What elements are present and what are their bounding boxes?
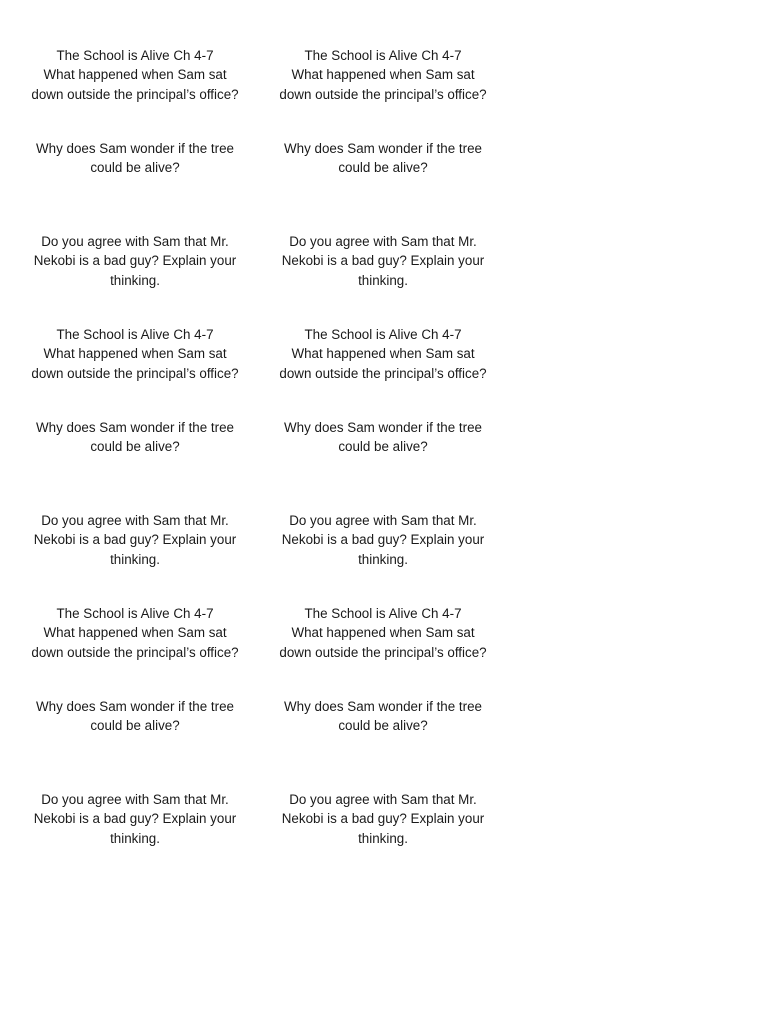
question-3-line: Nekobi is a bad guy? Explain your xyxy=(33,253,237,269)
card-title: The School is Alive Ch 4-7 xyxy=(304,606,462,621)
question-3-line: thinking. xyxy=(358,551,408,567)
question-3-block xyxy=(11,232,259,290)
question-2-block xyxy=(259,418,507,457)
question-1-line: What happened when Sam sat xyxy=(291,625,475,641)
question-3-line: thinking. xyxy=(358,830,408,846)
card-title: The School is Alive Ch 4-7 xyxy=(56,606,214,621)
question-3-line: Do you agree with Sam that Mr. xyxy=(289,234,477,249)
question-3-line: Do you agree with Sam that Mr. xyxy=(41,513,229,528)
question-3-line: Nekobi is a bad guy? Explain your xyxy=(281,532,485,548)
question-card xyxy=(11,46,259,104)
question-3-block xyxy=(259,511,507,569)
question-3-line: Nekobi is a bad guy? Explain your xyxy=(33,532,237,548)
question-3-line: Do you agree with Sam that Mr. xyxy=(41,234,229,249)
question-3-block xyxy=(259,232,507,290)
question-2-line: Why does Sam wonder if the tree xyxy=(284,141,482,156)
question-2-block xyxy=(11,418,259,457)
question-1-line: down outside the principal’s office? xyxy=(279,644,487,660)
card-title: The School is Alive Ch 4-7 xyxy=(304,48,462,63)
question-2-block xyxy=(259,697,507,736)
question-2-line: could be alive? xyxy=(338,718,428,734)
question-card xyxy=(259,46,507,104)
question-2-block xyxy=(11,139,259,178)
question-2-line: Why does Sam wonder if the tree xyxy=(36,699,234,714)
question-2-line: Why does Sam wonder if the tree xyxy=(36,141,234,156)
question-2-block xyxy=(259,139,507,178)
question-1-line: down outside the principal’s office? xyxy=(31,365,239,381)
card-title: The School is Alive Ch 4-7 xyxy=(56,48,214,63)
question-card xyxy=(11,325,259,383)
question-3-line: Do you agree with Sam that Mr. xyxy=(289,792,477,807)
question-1-line: What happened when Sam sat xyxy=(43,67,227,83)
question-2-block xyxy=(11,697,259,736)
question-3-line: Do you agree with Sam that Mr. xyxy=(289,513,477,528)
question-2-line: could be alive? xyxy=(90,160,180,176)
question-3-block xyxy=(259,790,507,848)
question-1-line: down outside the principal’s office? xyxy=(279,86,487,102)
card-title: The School is Alive Ch 4-7 xyxy=(56,327,214,342)
question-3-line: Nekobi is a bad guy? Explain your xyxy=(33,811,237,827)
question-3-line: thinking. xyxy=(110,830,160,846)
question-card xyxy=(11,604,259,662)
question-3-line: Nekobi is a bad guy? Explain your xyxy=(281,811,485,827)
question-3-block xyxy=(11,790,259,848)
question-1-line: What happened when Sam sat xyxy=(43,346,227,362)
question-3-block xyxy=(11,511,259,569)
question-2-line: could be alive? xyxy=(338,439,428,455)
question-3-line: Do you agree with Sam that Mr. xyxy=(41,792,229,807)
question-2-line: Why does Sam wonder if the tree xyxy=(284,699,482,714)
question-3-line: Nekobi is a bad guy? Explain your xyxy=(281,253,485,269)
question-1-line: What happened when Sam sat xyxy=(43,625,227,641)
question-1-line: What happened when Sam sat xyxy=(291,67,475,83)
question-1-line: down outside the principal’s office? xyxy=(279,365,487,381)
question-1-line: down outside the principal’s office? xyxy=(31,86,239,102)
question-2-line: Why does Sam wonder if the tree xyxy=(284,420,482,435)
question-3-line: thinking. xyxy=(110,272,160,288)
question-2-line: Why does Sam wonder if the tree xyxy=(36,420,234,435)
question-1-line: down outside the principal’s office? xyxy=(31,644,239,660)
question-3-line: thinking. xyxy=(110,551,160,567)
question-1-line: What happened when Sam sat xyxy=(291,346,475,362)
card-title: The School is Alive Ch 4-7 xyxy=(304,327,462,342)
question-2-line: could be alive? xyxy=(90,439,180,455)
question-2-line: could be alive? xyxy=(338,160,428,176)
question-3-line: thinking. xyxy=(358,272,408,288)
question-card xyxy=(259,604,507,662)
question-2-line: could be alive? xyxy=(90,718,180,734)
question-card xyxy=(259,325,507,383)
